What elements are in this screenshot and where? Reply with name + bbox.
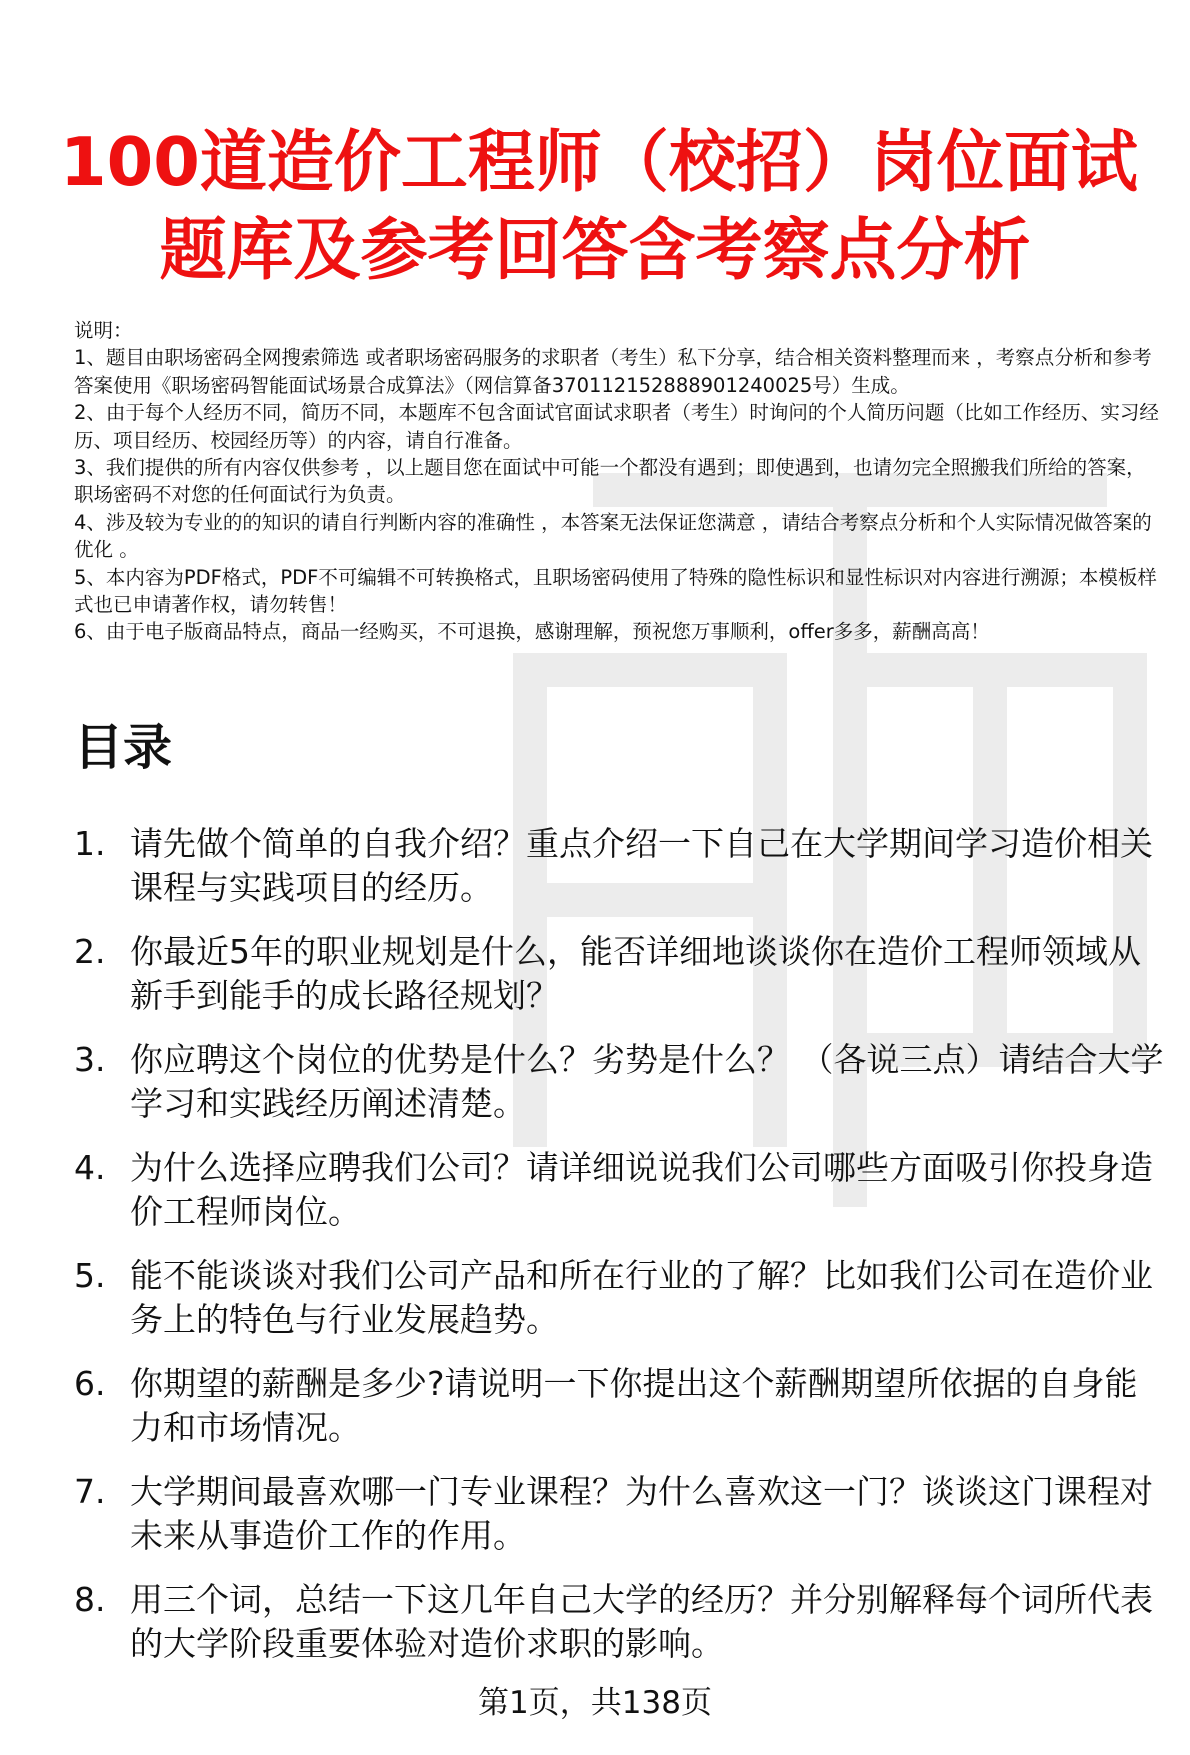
- toc-item-number: 5.: [74, 1256, 106, 1295]
- toc-item-text: 请先做个简单的自我介绍？重点介绍一下自己在大学期间学习造价相关课程与实践项目的经历。: [130, 824, 1153, 907]
- toc-item-number: 6.: [74, 1364, 106, 1403]
- document-title: [60, 118, 1138, 294]
- toc-heading: 目录: [74, 719, 173, 776]
- toc-item-text: 你最近5年的职业规划是什么，能否详细地谈谈你在造价工程师领域从新手到能手的成长路径规划？: [130, 932, 1141, 1015]
- instruction-item: 2、由于每个人经历不同，简历不同，本题库不包含面试官面试求职者（考生）时询问的个人简历问题（比如工作经历、实习经历、项目经历、校园经历等）的内容，请自行准备。: [74, 401, 1159, 452]
- toc-item-text: 用三个词，总结一下这几年自己大学的经历？并分别解释每个词所代表的大学阶段重要体验对造价求职的影响。: [130, 1580, 1153, 1663]
- instruction-item: 5、本内容为PDF格式，PDF不可编辑不可转换格式，且职场密码使用了特殊的隐性标识和显性标识对内容进行溯源；本模板样式也已申请著作权，请勿转售！: [74, 565, 1157, 617]
- title-line-2: 题库及参考回答含考察点分析: [159, 211, 1031, 289]
- instructions-block: [74, 317, 1164, 646]
- toc-item-number: 1.: [74, 824, 106, 863]
- toc-item-6[interactable]: [74, 1362, 1170, 1450]
- toc-item-number: 4.: [74, 1148, 106, 1187]
- toc-item-number: 8.: [74, 1580, 106, 1619]
- table-of-contents: [74, 822, 1170, 1686]
- toc-item-2[interactable]: [74, 930, 1170, 1018]
- toc-item-7[interactable]: [74, 1470, 1170, 1558]
- instruction-item: 3、我们提供的所有内容仅供参考 ，以上题目您在面试中可能一个都没有遇到；即使遇到，也请勿完全照搬我们所给的答案，职场密码不对您的任何面试行为负责。: [74, 456, 1146, 507]
- toc-item-text: 能不能谈谈对我们公司产品和所在行业的了解？比如我们公司在造价业务上的特色与行业发展趋势。: [130, 1256, 1153, 1339]
- instruction-item: 6、由于电子版商品特点，商品一经购买，不可退换，感谢理解，预祝您万事顺利，offer多多，薪酬高高！: [74, 620, 990, 644]
- toc-item-text: 为什么选择应聘我们公司？请详细说说我们公司哪些方面吸引你投身造价工程师岗位。: [130, 1148, 1153, 1231]
- toc-item-number: 3.: [74, 1040, 106, 1079]
- page-number-footer: 第1页，共138页: [478, 1685, 712, 1721]
- toc-item-number: 7.: [74, 1472, 106, 1511]
- toc-item-text: 你应聘这个岗位的优势是什么？劣势是什么？ （各说三点）请结合大学学习和实践经历阐述清楚。: [130, 1040, 1164, 1123]
- title-line-1: 100道造价工程师（校招）岗位面试: [60, 123, 1138, 201]
- instructions-heading: 说明：: [74, 319, 133, 342]
- toc-item-text: 你期望的薪酬是多少?请说明一下你提出这个薪酬期望所依据的自身能力和市场情况。: [130, 1364, 1138, 1447]
- toc-item-5[interactable]: [74, 1254, 1170, 1342]
- toc-item-number: 2.: [74, 932, 106, 971]
- instruction-item: 1、题目由职场密码全网搜索筛选 或者职场密码服务的求职者（考生）私下分享，结合相关资料整理而来 ，考察点分析和参考答案使用《职场密码智能面试场景合成算法》（网信算备370112152888901240025号）生成。: [74, 346, 1152, 397]
- toc-item-8[interactable]: [74, 1578, 1170, 1666]
- toc-item-4[interactable]: [74, 1146, 1170, 1234]
- instruction-item: 4、涉及较为专业的的知识的请自行判断内容的准确性 ，本答案无法保证您满意 ，请结合考察点分析和个人实际情况做答案的优化 。: [74, 510, 1152, 562]
- toc-item-3[interactable]: [74, 1038, 1170, 1126]
- toc-item-1[interactable]: [74, 822, 1170, 910]
- toc-item-text: 大学期间最喜欢哪一门专业课程？为什么喜欢这一门？谈谈这门课程对未来从事造价工作的作用。: [130, 1472, 1153, 1555]
